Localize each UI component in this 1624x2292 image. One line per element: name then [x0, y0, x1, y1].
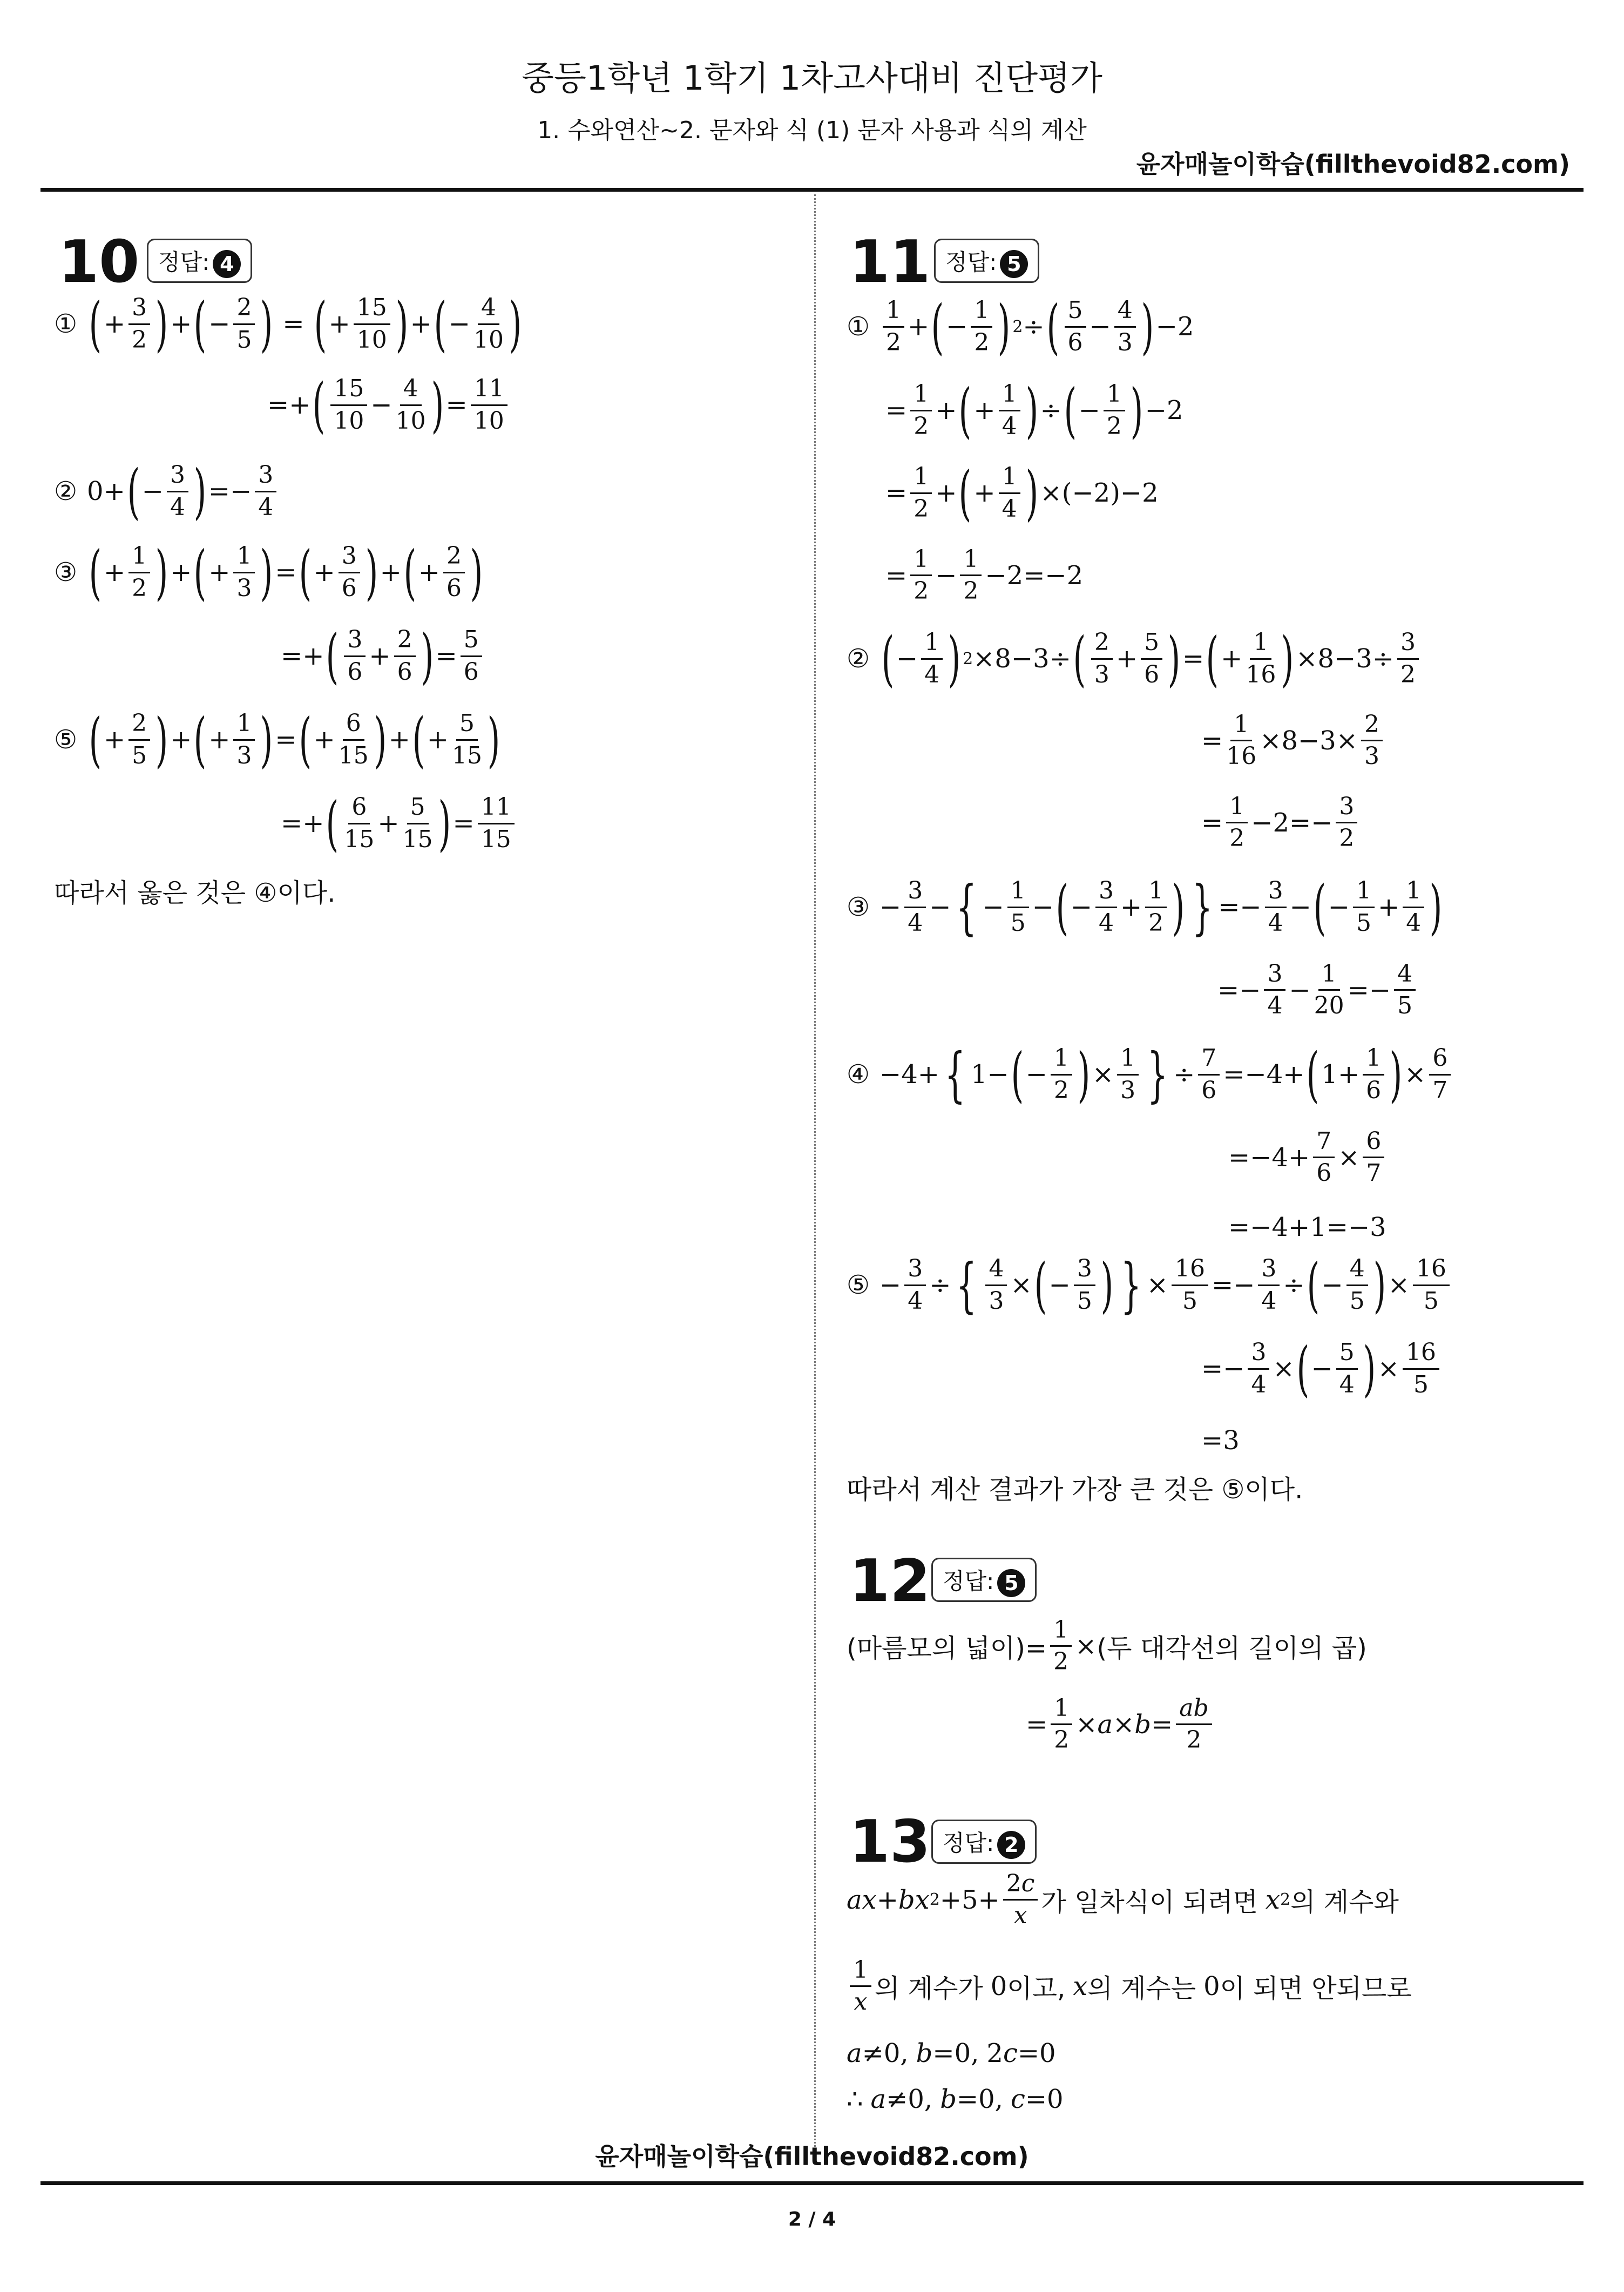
answer-value: 5	[1000, 250, 1028, 278]
column-divider	[814, 194, 816, 2160]
q10-line-2: =+ ( $\frac{15}{10}$ − $\frac{4}{10}$ ) = $\frac{11}{10}$	[267, 375, 511, 435]
page-number: 2 / 4	[788, 2208, 836, 2230]
answer-box-12	[931, 1558, 1037, 1602]
q10-line-5: =+ ( $\frac{3}{6}$ + $\frac{2}{6}$ ) = $\frac{5}{6}$	[281, 626, 485, 686]
answer-value: 2	[997, 1831, 1025, 1859]
q11-line-10: ④ −4+ { 1− ( − $\frac{1}{2}$ ) × $\frac{1}{3}$ } ÷ $\frac{7}{6}$ =−4+ ( 1+ $\frac{1}{6}$ ) × $\frac{6}{7}$	[847, 1045, 1454, 1104]
q12-lhs: (마름모의 넓이)=	[847, 1633, 1047, 1664]
q11-line-6: = $\frac{1}{16}$ ×8−3× $\frac{2}{3}$	[1201, 712, 1386, 770]
item-marker: ③	[54, 557, 78, 587]
question-number-10: 10	[58, 228, 140, 296]
footer-rule	[40, 2181, 1584, 2185]
q11-line-15: =3	[1201, 1425, 1240, 1456]
answer-box-11	[934, 239, 1039, 283]
q10-line-4: ③ ( + $\frac{1}{2}$ ) + ( + $\frac{1}{3}$ ) = ( + $\frac{3}{6}$ ) + ( + $\frac{2}{6}$ )	[54, 538, 483, 607]
answer-label: 정답:	[943, 1568, 994, 1594]
q10-line-7: =+ ( $\frac{6}{15}$ + $\frac{5}{15}$ ) = $\frac{11}{15}$	[281, 794, 518, 853]
q11-line-12: =−4+1=−3	[1228, 1212, 1386, 1242]
q11-line-11: =−4+ $\frac{7}{6}$ × $\frac{6}{7}$	[1228, 1128, 1388, 1187]
item-marker: ⑤	[54, 725, 78, 755]
item-marker: ④	[847, 1059, 870, 1090]
q11-line-5: ② ( − $\frac{1}{4}$ ) 2 ×8−3÷ ( $\frac{2}{3}$ + $\frac{5}{6}$ ) = ( + $\frac{1}{16}$ ) ×8−3÷ $\frac{3}{2}$	[847, 629, 1422, 688]
q13-text-2a: 의 계수가	[875, 1973, 983, 2004]
question-number-11: 11	[849, 228, 931, 296]
answer-value: 5	[997, 1569, 1025, 1597]
answer-box-13	[931, 1820, 1037, 1864]
q13-text-2d: 이 되면 안되므로	[1220, 1973, 1412, 2004]
item-marker: ②	[847, 644, 870, 674]
header-rule	[40, 188, 1584, 192]
answer-value: 4	[213, 250, 241, 278]
item-marker: ③	[847, 892, 870, 922]
q13-text-2c: 의 계수는	[1087, 1973, 1196, 2004]
answer-label: 정답:	[158, 249, 210, 275]
q10-line-3: ② 0+ ( − $\frac{3}{4}$ ) =− $\frac{3}{4}$	[54, 462, 280, 521]
q13-text-1: 가 일차식이 되려면	[1041, 1887, 1258, 1918]
q11-line-14: =− $\frac{3}{4}$ × ( − $\frac{5}{4}$ ) × $\frac{16}{5}$	[1201, 1339, 1443, 1398]
q11-line-2: = $\frac{1}{2}$ + ( + $\frac{1}{4}$ ) ÷ ( − $\frac{1}{2}$ ) −2	[885, 376, 1183, 445]
page-subtitle: 1. 수와연산~2. 문자와 식 (1) 문자 사용과 식의 계산	[537, 117, 1087, 144]
q13-text-1b: 의 계수와	[1290, 1887, 1399, 1918]
q13-line-1: ax + bx 2 +5+ $\frac{2c}{x}$ 가 일차식이 되려면 x 2 의 계수와	[847, 1870, 1399, 1930]
q11-conclusion: 따라서 계산 결과가 가장 큰 것은 ⑤이다.	[847, 1475, 1303, 1505]
answer-label: 정답:	[945, 249, 997, 275]
q11-line-3: = $\frac{1}{2}$ + ( + $\frac{1}{4}$ ) ×(−2)−2	[885, 458, 1159, 528]
q11-line-9: =− $\frac{3}{4}$ − $\frac{1}{20}$ =− $\frac{4}{5}$	[1217, 961, 1419, 1019]
q13-line-4: ∴ a ≠0, b =0, c =0	[847, 2084, 1064, 2114]
item-marker: ①	[847, 312, 870, 342]
q11-line-7: = $\frac{1}{2}$ −2=− $\frac{3}{2}$	[1201, 794, 1361, 852]
item-marker: ②	[54, 476, 78, 506]
q12-line-2: = $\frac{1}{2}$ × a × b = $\frac{ab}{2}$	[1026, 1695, 1215, 1754]
q11-line-4: = $\frac{1}{2}$ − $\frac{1}{2}$ −2=−2	[885, 545, 1084, 605]
q12-rhs: (두 대각선의 길이의 곱)	[1097, 1633, 1367, 1664]
q11-line-1: ① $\frac{1}{2}$ + ( − $\frac{1}{2}$ ) 2 ÷ ( $\frac{5}{6}$ − $\frac{4}{3}$ ) −2	[847, 292, 1194, 361]
footer-brand: 윤자매놀이학습(fillthevoid82.com)	[595, 2142, 1029, 2171]
header-brand: 윤자매놀이학습(fillthevoid82.com)	[1136, 150, 1570, 179]
q11-line-13: ⑤ − $\frac{3}{4}$ ÷ { $\frac{4}{3}$ × ( − $\frac{3}{5}$ ) } × $\frac{16}{5}$ =− $\frac{3}{4}$ ÷ ( − $\frac{4}{5}$ ) × $\frac{16}{5}$	[847, 1255, 1453, 1315]
item-marker: ⑤	[847, 1270, 870, 1300]
page-title: 중등1학년 1학기 1차고사대비 진단평가	[522, 58, 1102, 98]
q10-conclusion: 따라서 옳은 것은 ④이다.	[54, 878, 336, 908]
item-marker: ①	[54, 309, 78, 339]
answer-box-10	[147, 239, 252, 283]
question-number-12: 12	[849, 1547, 931, 1615]
question-number-13: 13	[849, 1808, 931, 1876]
q11-line-8: ③ − $\frac{3}{4}$ − { − $\frac{1}{5}$ − ( − $\frac{3}{4}$ + $\frac{1}{2}$ ) } =− $\frac{3}{4}$ − ( − $\frac{1}{5}$ + $\frac{1}{4}$ )	[847, 873, 1443, 942]
q13-line-3: a ≠0, b =0, 2 c =0	[847, 2038, 1056, 2068]
q10-line-1: ① ( + $\frac{3}{2}$ ) + ( − $\frac{2}{5}$ ) = ( + $\frac{15}{10}$ ) + ( − $\frac{4}{10}$ )	[54, 289, 522, 359]
q13-text-2b: 이고,	[1007, 1973, 1066, 2004]
q13-line-2: $\frac{1}{x}$ 의 계수가 0 이고, x 의 계수는 0 이 되면 안되므로	[847, 1957, 1412, 2016]
q12-line-1: (마름모의 넓이)= $\frac{1}{2}$ × (두 대각선의 길이의 곱)	[847, 1616, 1367, 1676]
answer-label: 정답:	[943, 1830, 994, 1856]
q10-line-6: ⑤ ( + $\frac{2}{5}$ ) + ( + $\frac{1}{3}$ ) = ( + $\frac{6}{15}$ ) + ( + $\frac{5}{15}$ )	[54, 705, 500, 774]
